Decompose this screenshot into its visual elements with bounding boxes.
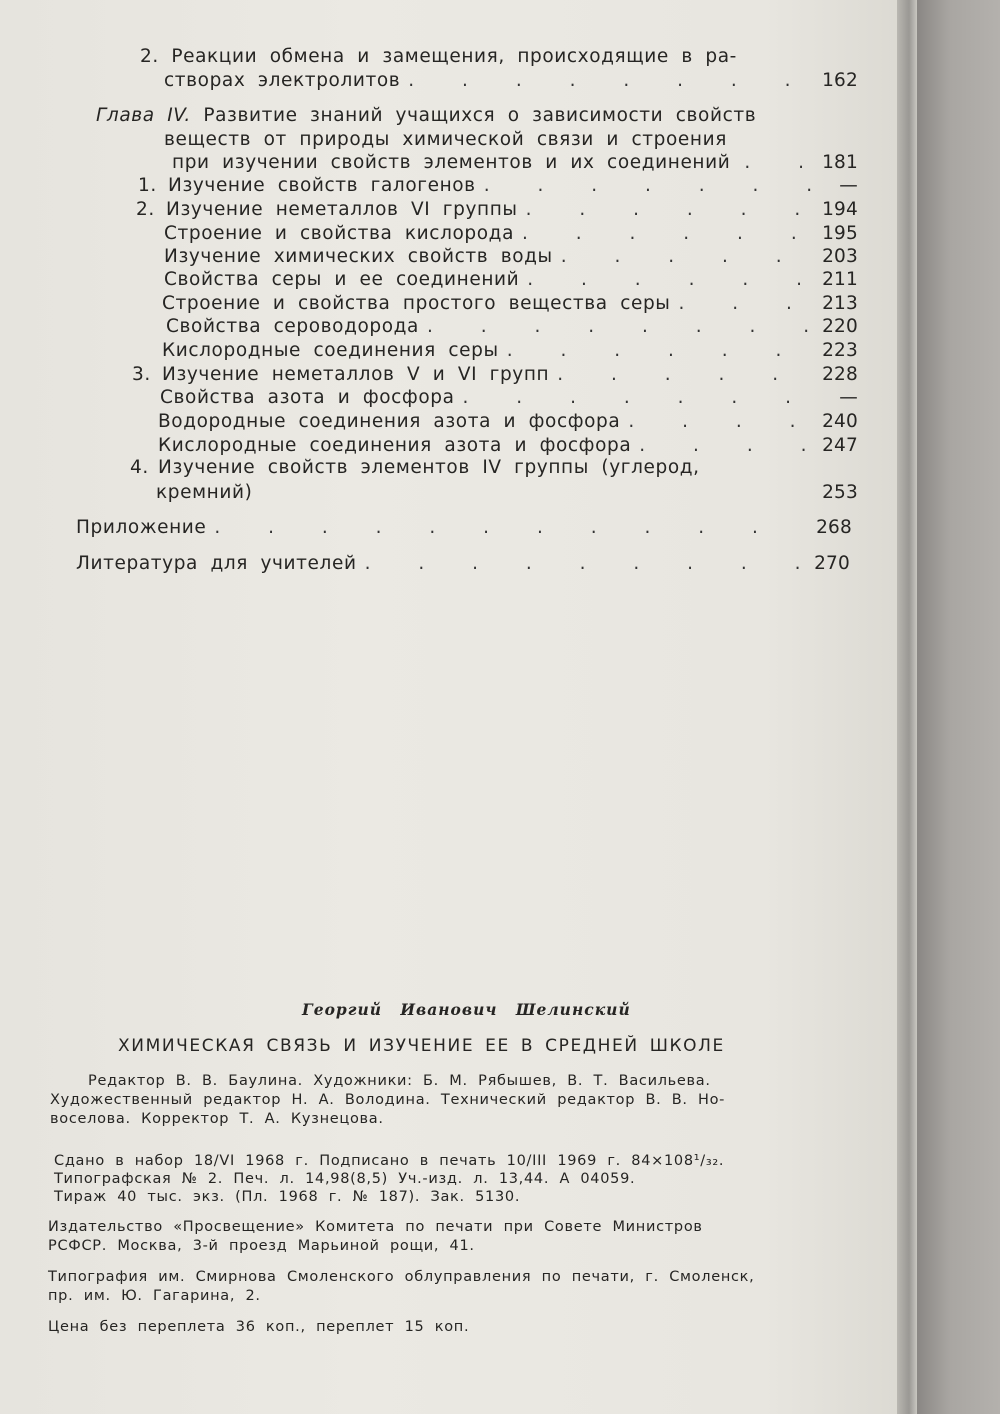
toc-entry-row [172,152,858,174]
toc-entry-row [162,340,858,362]
toc-page-number: 268 [816,517,852,538]
toc-page-number: 194 [822,199,858,220]
toc-entry-text: Водородные соединения азота и фосфора [158,411,621,432]
toc-entry-row [162,293,858,315]
leader-dots [463,387,814,409]
toc-entry-number: 2. [140,46,159,67]
printer-line: Типография им. Смирнова Смоленского облуправления по печати, г. Смоленск, [48,1269,755,1285]
leader-dots [408,70,812,92]
toc-entry-text: Литература для учителей [76,553,357,574]
leader-dots [561,246,812,268]
price-line: Цена без переплета 36 коп., переплет 15 коп. [48,1319,470,1335]
page-gutter [897,0,917,1414]
credits-line: воселова. Корректор Т. А. Кузнецова. [50,1111,384,1127]
toc-page-number: 220 [822,316,858,337]
toc-page-number: 203 [822,246,858,267]
toc-entry-row [164,70,858,92]
toc-entry-text: Строение и свойства кислорода [164,223,515,244]
leader-dots [365,553,805,575]
toc-entry-text: Изучение свойств элементов IV группы (углерод, [158,457,700,478]
toc-entry-text: Изучение неметаллов VI группы [166,199,518,220]
printer-line: пр. им. Ю. Гагарина, 2. [48,1288,261,1304]
credits-line: Художественный редактор Н. А. Володина. Технический редактор В. В. Но- [50,1092,726,1108]
toc-entry-row [138,175,858,197]
toc-entry-text: Реакции обмена и замещения, происходящие в ра- [171,46,737,67]
toc-entry-row [164,223,858,245]
toc-entry-text: Кислородные соединения азота и фосфора [158,435,632,456]
toc-entry-number: 4. [130,457,149,478]
toc-entry-row [132,364,858,386]
toc-page-number: — [839,175,858,196]
toc-page-number: 213 [822,293,858,314]
print-info-line: Типографская № 2. Печ. л. 14,98(8,5) Уч.-изд. л. 13,44. А 04059. [54,1171,636,1187]
toc-page-number: 162 [822,70,858,91]
toc-entry-row [166,316,858,338]
toc-entry-line [130,457,700,479]
toc-entry-text: Кислородные соединения серы [162,340,499,361]
toc-entry-text: Изучение свойств галогенов [168,175,476,196]
leader-dots [527,269,812,291]
toc-page-number: 253 [822,482,858,503]
toc-entry-number: 2. [136,199,155,220]
leader-dots [507,340,812,362]
toc-entry-text: створах электролитов [164,70,401,91]
toc-entry-text: Приложение [76,517,207,538]
print-info-line: Сдано в набор 18/VI 1968 г. Подписано в печать 10/III 1969 г. 84×108¹/₃₂. [54,1153,725,1169]
toc-page-number: 240 [822,411,858,432]
toc-entry-text: Изучение неметаллов V и VI групп [162,364,550,385]
credits-line: Редактор В. В. Баулина. Художники: Б. М. Рябышев, В. Т. Васильева. [88,1073,711,1089]
toc-entry-row [164,246,858,268]
toc-page-number: — [839,387,858,408]
toc-page-number: 195 [822,223,858,244]
toc-entry-text: Строение и свойства простого вещества серы [162,293,671,314]
toc-entry-row [76,553,850,575]
toc-entry-text: Изучение химических свойств воды [164,246,553,267]
toc-chapter-line [96,105,756,127]
leader-dots [744,152,812,174]
leader-dots [522,223,812,245]
leader-dots [484,175,814,197]
toc-entry-text: веществ от природы химической связи и строения [164,129,727,150]
toc-page-number: 247 [822,435,858,456]
author-name: Георгий Иванович Шелинский [302,1000,631,1019]
toc-entry-line [164,129,727,151]
leader-dots [427,316,812,338]
toc-entry-number: 1. [138,175,157,196]
print-info-line: Тираж 40 тыс. экз. (Пл. 1968 г. № 187). Зак. 5130. [54,1189,521,1205]
leader-dots [214,517,806,539]
leader-dots [628,411,812,433]
leader-dots [679,293,813,315]
toc-entry-row [156,482,858,504]
toc-entry-text: Свойства сероводорода [166,316,419,337]
publisher-line: РСФСР. Москва, 3-й проезд Марьиной рощи, 41. [48,1238,475,1254]
book-cover-edge [917,0,1000,1414]
toc-chapter-label: Глава IV. [96,105,191,126]
book-title: ХИМИЧЕСКАЯ СВЯЗЬ И ИЗУЧЕНИЕ ЕЕ В СРЕДНЕЙ ШКОЛЕ [118,1036,725,1056]
toc-entry-text: при изучении свойств элементов и их соединений [172,152,731,173]
leader-dots [526,199,812,221]
toc-page-number: 270 [814,553,850,574]
leader-dots [557,364,812,386]
toc-page-number: 181 [822,152,858,173]
toc-page-number: 228 [822,364,858,385]
toc-entry-row [158,411,858,433]
toc-entry-number: 3. [132,364,151,385]
toc-entry-row [160,387,858,409]
toc-entry-text: Свойства азота и фосфора [160,387,455,408]
toc-entry-text: кремний) [156,482,253,503]
publisher-line: Издательство «Просвещение» Комитета по печати при Совете Министров [48,1219,703,1235]
leader-dots [639,435,812,457]
toc-entry-line [140,46,737,68]
toc-entry-row [136,199,858,221]
toc-entry-text: Свойства серы и ее соединений [164,269,520,290]
toc-page-number: 211 [822,269,858,290]
toc-entry-row [158,435,858,457]
toc-entry-row [164,269,858,291]
toc-entry-text: Развитие знаний учащихся о зависимости свойств [203,105,757,126]
toc-page-number: 223 [822,340,858,361]
toc-entry-row [76,517,852,539]
